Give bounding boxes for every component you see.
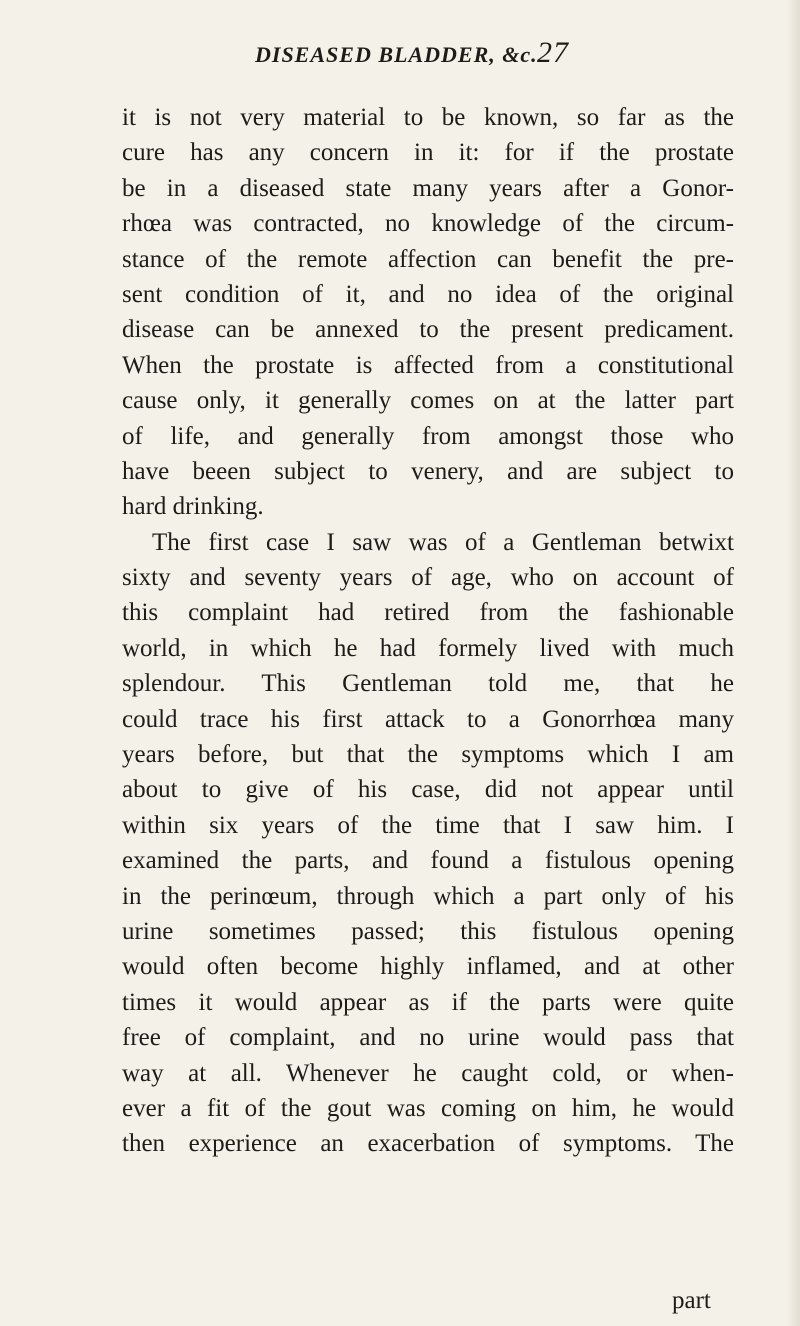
text-line: times it would appear as if the parts were quite bbox=[122, 988, 734, 1016]
body-text bbox=[122, 100, 734, 1162]
text-line: it is not very material to be known, so far as the bbox=[122, 104, 734, 131]
text-line: disease can be annexed to the present predicament. bbox=[122, 316, 734, 344]
text-line: sent condition of it, and no idea of the original bbox=[122, 280, 734, 308]
running-header bbox=[255, 36, 755, 76]
text-line: ever a fit of the gout was coming on him, he would bbox=[122, 1094, 734, 1122]
text-line: be in a diseased state many years after a Gonor- bbox=[122, 174, 734, 202]
text-line: of life, and generally from amongst those who bbox=[122, 422, 734, 450]
page-edge-shadow bbox=[786, 0, 800, 1326]
text-line: urine sometimes passed; this fistulous opening bbox=[122, 917, 734, 945]
text-line: have beeen subject to venery, and are subject to bbox=[122, 457, 734, 485]
text-line: free of complaint, and no urine would pass that bbox=[122, 1024, 734, 1052]
text-line: When the prostate is affected from a constitutional bbox=[122, 351, 734, 379]
text-line: would often become highly inflamed, and at other bbox=[122, 953, 734, 981]
text-line: this complaint had retired from the fashionable bbox=[122, 599, 734, 627]
text-line: rhœa was contracted, no knowledge of the circum- bbox=[122, 210, 734, 238]
running-title: DISEASED BLADDER, &c. bbox=[255, 42, 538, 67]
text-line: cause only, it generally comes on at the latter part bbox=[122, 387, 734, 415]
text-line: splendour. This Gentleman told me, that he bbox=[122, 670, 734, 698]
text-line: stance of the remote affection can benefit the pre- bbox=[122, 245, 734, 273]
page-number: 27 bbox=[537, 36, 569, 69]
text-line: in the perinœum, through which a part only of his bbox=[122, 882, 734, 910]
text-line: within six years of the time that I saw him. I bbox=[122, 811, 734, 839]
text-line: could trace his first attack to a Gonorrhœa many bbox=[122, 705, 734, 733]
text-line: years before, but that the symptoms which I am bbox=[122, 741, 734, 769]
text-line: about to give of his case, did not appear until bbox=[122, 776, 734, 804]
paragraph-start-line: The first case I saw was of a Gentleman betwixt bbox=[152, 528, 734, 556]
text-line: cure has any concern in it: for if the prostate bbox=[122, 139, 734, 167]
text-line: hard drinking. bbox=[122, 493, 264, 521]
text-line: sixty and seventy years of age, who on account of bbox=[122, 564, 734, 592]
catchword: part bbox=[672, 1287, 711, 1314]
text-line: world, in which he had formely lived with much bbox=[122, 634, 734, 662]
text-line: then experience an exacerbation of symptoms. The bbox=[122, 1130, 734, 1158]
text-line: way at all. Whenever he caught cold, or when- bbox=[122, 1059, 734, 1087]
text-line: examined the parts, and found a fistulous opening bbox=[122, 847, 734, 875]
